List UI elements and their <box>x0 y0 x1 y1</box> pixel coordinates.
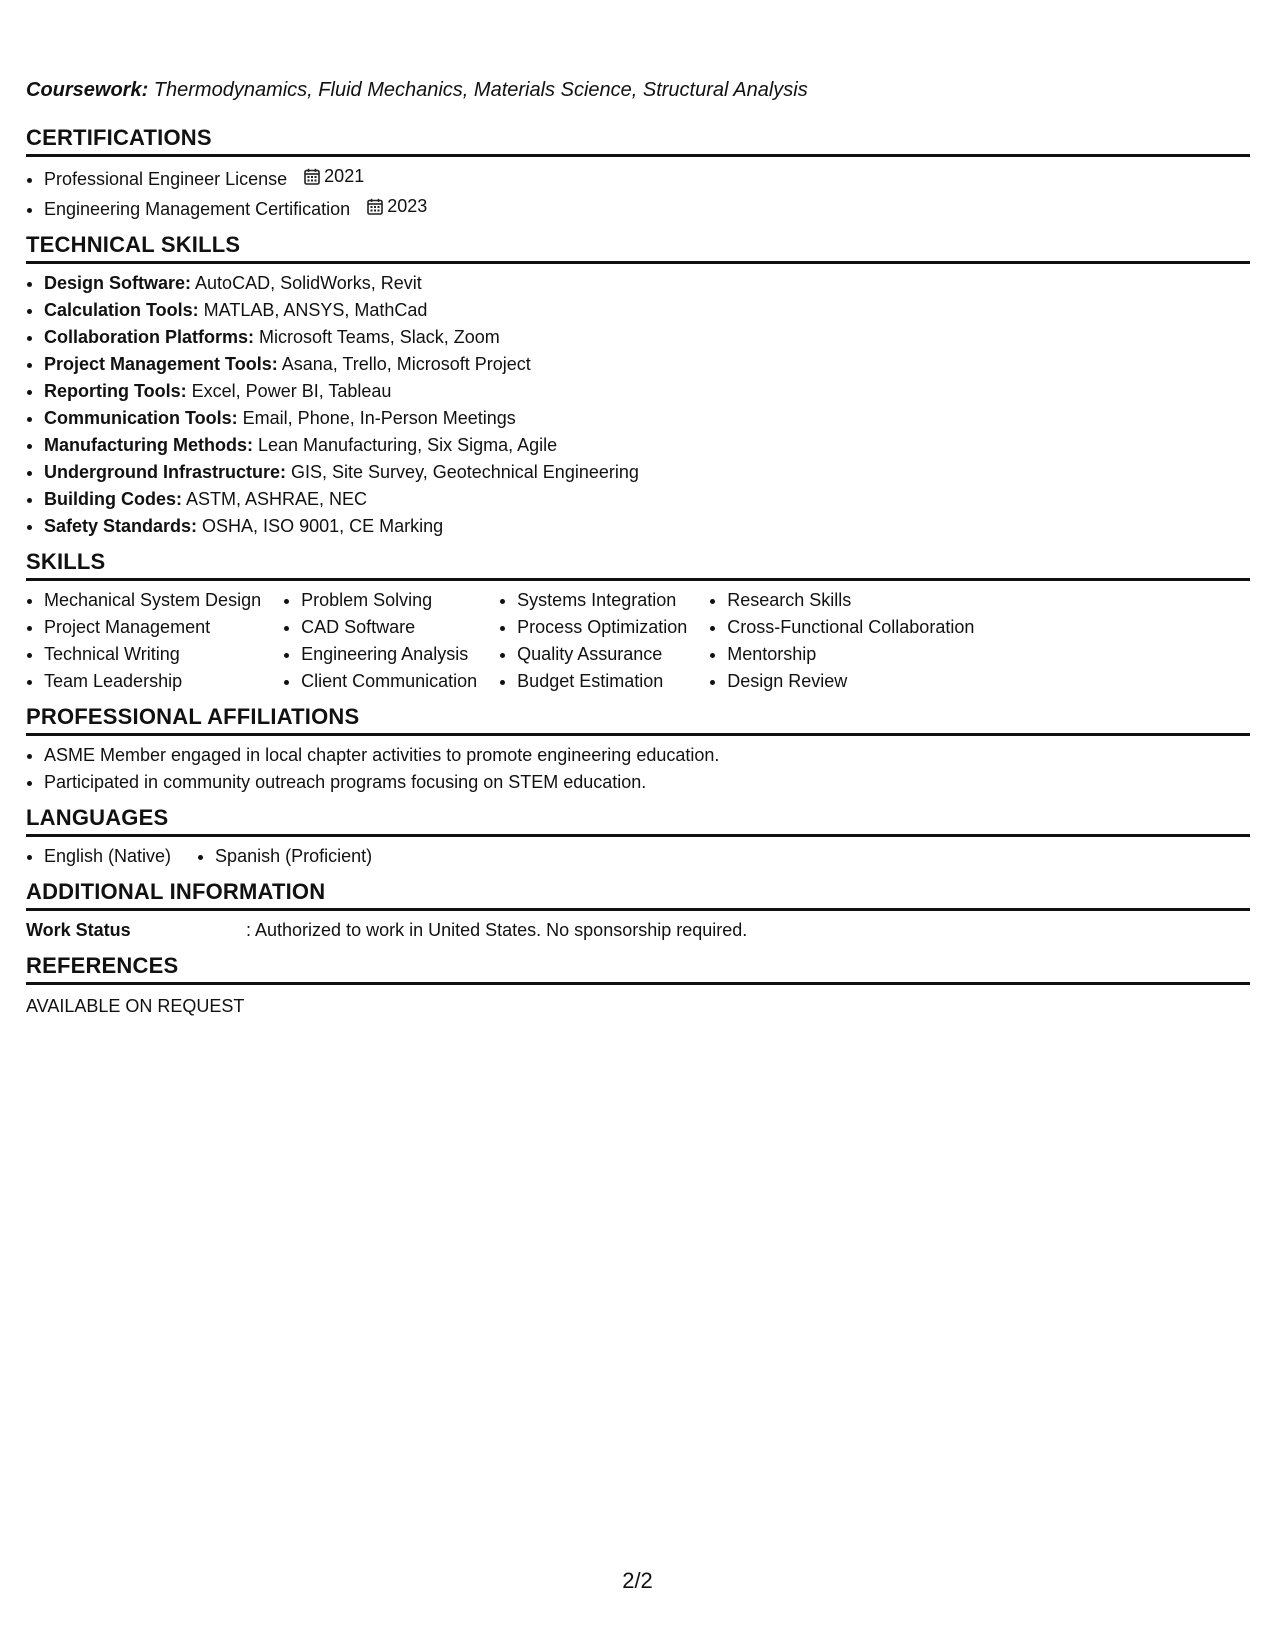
certification-name: Engineering Management Certification <box>44 199 351 219</box>
references-heading: REFERENCES <box>26 952 1250 985</box>
affiliations-section <box>26 703 1250 796</box>
skill-category-value: AutoCAD, SolidWorks, Revit <box>191 273 422 293</box>
list-item: • Cross-Functional Collaboration <box>727 614 974 641</box>
list-item: • Spanish (Proficient) <box>215 843 372 870</box>
page-number: 2/2 <box>622 1568 653 1593</box>
list-item <box>44 270 1250 297</box>
list-item <box>44 513 1250 540</box>
skill-category-label: Design Software: <box>44 273 192 293</box>
list-item: • Mentorship <box>727 641 974 668</box>
skill-category-value: Asana, Trello, Microsoft Project <box>277 354 531 374</box>
affiliations-list <box>26 742 1250 796</box>
list-item: • Engineering Analysis <box>301 641 477 668</box>
work-status-label: Work Status <box>26 920 131 940</box>
skill-category-value: ASTM, ASHRAE, NEC <box>182 489 368 509</box>
additional-info-heading: ADDITIONAL INFORMATION <box>26 878 1250 911</box>
skill-category-label: Underground Infrastructure: <box>44 462 287 482</box>
skill-category-value: MATLAB, ANSYS, MathCad <box>198 300 428 320</box>
skill-category-value: Lean Manufacturing, Six Sigma, Agile <box>253 435 558 455</box>
list-item: • Design Review <box>727 668 974 695</box>
skill-category-value: GIS, Site Survey, Geotechnical Engineering <box>286 462 639 482</box>
list-item <box>44 486 1250 513</box>
certification-date <box>304 163 364 190</box>
certification-year: 2023 <box>387 196 428 216</box>
skills-heading: SKILLS <box>26 548 1250 581</box>
list-item <box>44 378 1250 405</box>
skill-category-value: Excel, Power BI, Tableau <box>186 381 392 401</box>
list-item: • Process Optimization <box>517 614 687 641</box>
list-item <box>44 193 1250 223</box>
skills-column <box>709 587 974 695</box>
certifications-list <box>26 163 1250 223</box>
languages-section <box>26 804 1250 870</box>
skill-category-value: OSHA, ISO 9001, CE Marking <box>197 516 444 536</box>
skill-category-label: Manufacturing Methods: <box>44 435 253 455</box>
work-status-row <box>26 917 1250 944</box>
list-item <box>44 459 1250 486</box>
list-item: • Research Skills <box>727 587 974 614</box>
skill-category-label: Building Codes: <box>44 489 182 509</box>
certification-year: 2021 <box>324 166 365 186</box>
skill-category-label: Project Management Tools: <box>44 354 278 374</box>
skill-category-label: Collaboration Platforms: <box>44 327 255 347</box>
coursework-text: Thermodynamics, Fluid Mechanics, Materials Science, Structural Analysis <box>148 79 808 101</box>
skills-section <box>26 548 1250 695</box>
calendar-icon <box>367 198 383 215</box>
certification-date <box>367 193 427 220</box>
list-item: • Systems Integration <box>517 587 687 614</box>
certifications-section <box>26 124 1250 223</box>
list-item: • ASME Member engaged in local chapter activities to promote engineering education. <box>44 742 1250 769</box>
list-item <box>44 324 1250 351</box>
list-item: • Problem Solving <box>301 587 477 614</box>
list-item <box>44 351 1250 378</box>
work-status-value: : Authorized to work in United States. No sponsorship required. <box>246 920 748 940</box>
skill-category-label: Reporting Tools: <box>44 381 187 401</box>
certifications-heading: CERTIFICATIONS <box>26 124 1250 157</box>
list-item <box>44 432 1250 459</box>
skills-column <box>283 587 477 695</box>
skills-column <box>26 587 261 695</box>
list-item: • Client Communication <box>301 668 477 695</box>
technical-skills-section <box>26 231 1250 540</box>
references-section <box>26 952 1250 1020</box>
skill-category-value: Email, Phone, In-Person Meetings <box>237 408 516 428</box>
skill-category-label: Communication Tools: <box>44 408 238 428</box>
list-item: • Team Leadership <box>44 668 261 695</box>
affiliations-heading: PROFESSIONAL AFFILIATIONS <box>26 703 1250 736</box>
technical-skills-heading: TECHNICAL SKILLS <box>26 231 1250 264</box>
resume-page <box>26 76 1250 1028</box>
skill-category-label: Calculation Tools: <box>44 300 199 320</box>
calendar-icon <box>304 168 320 185</box>
list-item: • Technical Writing <box>44 641 261 668</box>
skill-category-value: Microsoft Teams, Slack, Zoom <box>254 327 500 347</box>
languages-heading: LANGUAGES <box>26 804 1250 837</box>
list-item <box>44 297 1250 324</box>
list-item: • Participated in community outreach programs focusing on STEM education. <box>44 769 1250 796</box>
coursework-label: Coursework: <box>26 79 149 101</box>
skills-column <box>499 587 687 695</box>
list-item <box>44 405 1250 432</box>
references-text: AVAILABLE ON REQUEST <box>26 996 245 1016</box>
list-item: • Quality Assurance <box>517 641 687 668</box>
skills-grid <box>26 587 1250 695</box>
coursework-line <box>26 76 1250 104</box>
list-item: • English (Native) <box>44 843 171 870</box>
list-item <box>44 163 1250 193</box>
certification-name: Professional Engineer License <box>44 169 288 189</box>
additional-info-section <box>26 878 1250 944</box>
skill-category-label: Safety Standards: <box>44 516 198 536</box>
list-item: • Budget Estimation <box>517 668 687 695</box>
list-item: • Project Management <box>44 614 261 641</box>
list-item: • CAD Software <box>301 614 477 641</box>
list-item: • Mechanical System Design <box>44 587 261 614</box>
languages-list <box>26 843 1250 870</box>
technical-skills-list <box>26 270 1250 540</box>
